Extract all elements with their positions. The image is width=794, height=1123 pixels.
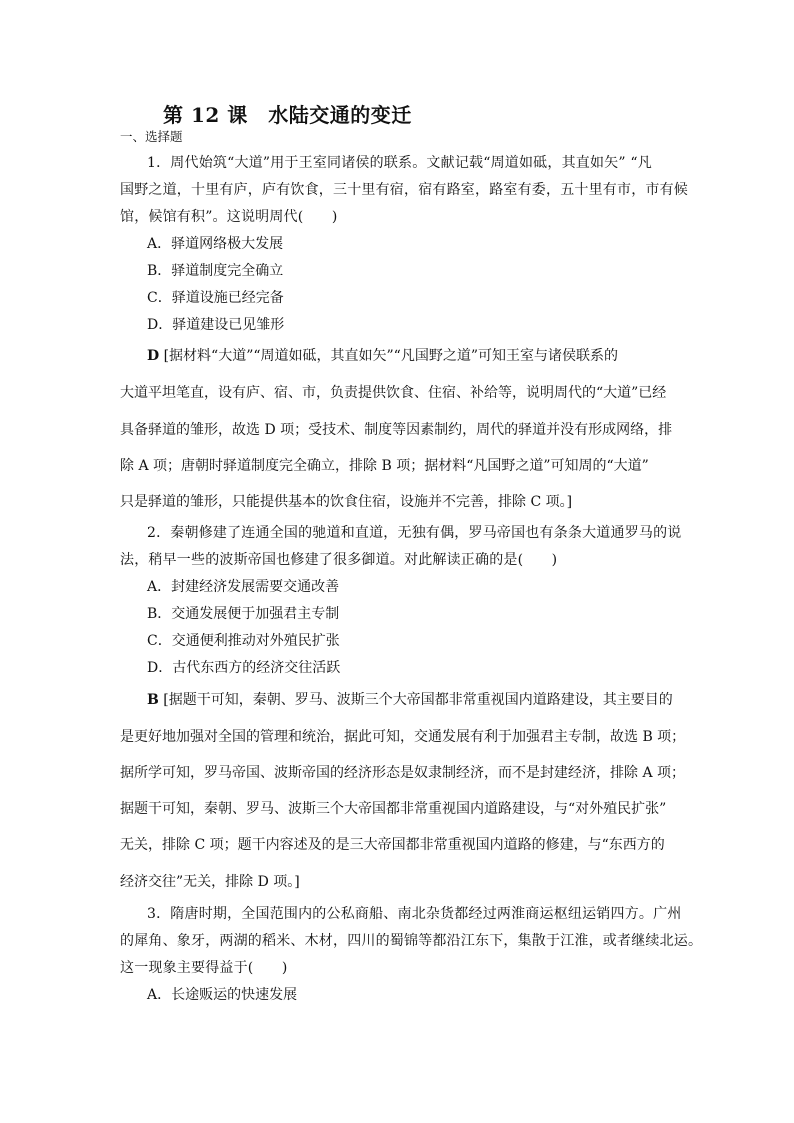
question-2-analysis-line: 无关，排除 C 项；题干内容述及的是三大帝国都非常重视国内道路的修建，与“东西方的	[120, 837, 665, 853]
question-2-option-a: A．封建经济发展需要交通改善	[147, 579, 340, 595]
question-2-analysis-line: 是更好地加强对全国的管理和统治，据此可知，交通发展有利于加强君主专制，故选 B 项；	[120, 729, 686, 745]
question-2-option-c: C．交通便利推动对外殖民扩张	[147, 633, 340, 649]
question-1-stem-line: 馆，候馆有积”。这说明周代( )	[120, 209, 338, 225]
question-3-stem-line: 3．隋唐时期，全国范围内的公私商船、南北杂货都经过两淮商运枢纽运销四方。广州	[147, 906, 682, 922]
question-2-analysis-line: 经济交往”无关，排除 D 项。]	[120, 874, 300, 890]
lesson-title: 第 12 课 水陆交通的变迁	[163, 103, 412, 127]
question-2-option-b: B．交通发展便于加强君主专制	[147, 606, 340, 622]
section-heading: 一、选择题	[120, 129, 183, 144]
question-2-analysis-line: 据所学可知，罗马帝国、波斯帝国的经济形态是奴隶制经济，而不是封建经济，排除 A 项；	[120, 765, 686, 781]
question-2-stem-line: 2．秦朝修建了连通全国的驰道和直道，无独有偶，罗马帝国也有条条大道通罗马的说	[147, 525, 682, 541]
question-2-answer-key: B	[147, 692, 159, 708]
question-2-analysis-line	[147, 689, 673, 709]
question-2-option-d: D．古代东西方的经济交往活跃	[147, 660, 341, 676]
question-3-stem-line: 这一现象主要得益于( )	[120, 960, 288, 976]
question-3-option-a: A．长途贩运的快速发展	[147, 987, 298, 1003]
question-1-analysis-line: 除 A 项；唐朝时驿道制度完全确立，排除 B 项；据材料“凡国野之道”可知周的“大道”	[120, 458, 649, 474]
question-1-answer-key: D	[147, 348, 160, 364]
question-1-analysis-line: 大道平坦笔直，设有庐、宿、市，负责提供饮食、住宿、补给等，说明周代的“大道”已经	[120, 385, 667, 401]
question-1-option-c: C．驿道设施已经完备	[147, 290, 284, 306]
question-1-analysis-line	[147, 345, 618, 365]
question-2-analysis-line: 据题干可知，秦朝、罗马、波斯三个大帝国都非常重视国内道路建设，与“对外殖民扩张”	[120, 801, 667, 817]
question-2-analysis-text: [据题干可知，秦朝、罗马、波斯三个大帝国都非常重视国内道路建设，其主要目的	[163, 692, 673, 708]
question-1-option-d: D．驿道建设已见雏形	[147, 317, 285, 333]
question-1-option-b: B．驿道制度完全确立	[147, 263, 284, 279]
question-1-analysis-line: 只是驿道的雏形，只能提供基本的饮食住宿，设施并不完善，排除 C 项。]	[120, 494, 573, 510]
question-1-option-a: A．驿道网络极大发展	[147, 236, 284, 252]
question-1-stem-line: 1．周代始筑“大道”用于王室同诸侯的联系。文献记载“周道如砥，其直如矢” “凡	[147, 155, 652, 171]
question-1-stem-line: 国野之道，十里有庐，庐有饮食，三十里有宿，宿有路室，路室有委，五十里有市，市有候	[120, 182, 688, 198]
question-2-stem-line: 法，稍早一些的波斯帝国也修建了很多御道。对此解读正确的是( )	[120, 552, 558, 568]
question-3-stem-line: 的犀角、象牙，两湖的稻米、木材，四川的蜀锦等都沿江东下，集散于江淮，或者继续北运。	[120, 933, 703, 949]
question-1-analysis-line: 具备驿道的雏形，故选 D 项；受技术、制度等因素制约，周代的驿道并没有形成网络，排	[120, 422, 673, 438]
question-1-analysis-text: [据材料“大道”“周道如砥，其直如矢”“凡国野之道”可知王室与诸侯联系的	[163, 348, 618, 364]
